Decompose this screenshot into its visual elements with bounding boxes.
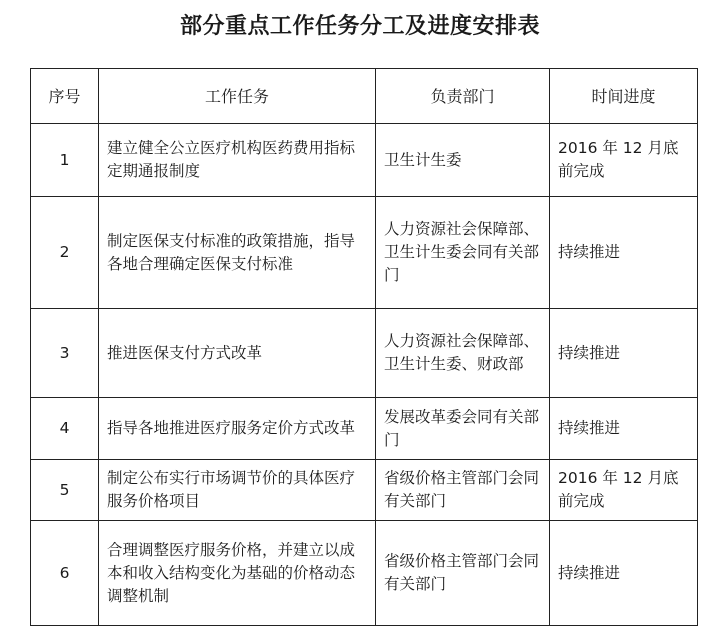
row-schedule: 持续推进 [550, 521, 698, 626]
row-department: 省级价格主管部门会同有关部门 [376, 521, 550, 626]
row-department: 发展改革委会同有关部门 [376, 398, 550, 460]
page-title: 部分重点工作任务分工及进度安排表 [179, 13, 540, 39]
task-table [30, 68, 698, 626]
row-index: 3 [31, 309, 99, 398]
row-index: 2 [31, 197, 99, 309]
row-task: 制定公布实行市场调节价的具体医疗服务价格项目 [99, 460, 376, 521]
row-schedule: 2016 年 12 月底前完成 [550, 460, 698, 521]
header-task: 工作任务 [99, 69, 376, 124]
row-schedule: 持续推进 [550, 197, 698, 309]
table-row [31, 124, 698, 197]
table-row [31, 309, 698, 398]
table-row [31, 460, 698, 521]
table-row [31, 197, 698, 309]
row-task: 制定医保支付标准的政策措施，指导各地合理确定医保支付标准 [99, 197, 376, 309]
header-index: 序号 [31, 69, 99, 124]
row-department: 人力资源社会保障部、卫生计生委、财政部 [376, 309, 550, 398]
row-index: 4 [31, 398, 99, 460]
row-index: 6 [31, 521, 99, 626]
row-department: 省级价格主管部门会同有关部门 [376, 460, 550, 521]
row-task: 指导各地推进医疗服务定价方式改革 [99, 398, 376, 460]
row-task: 建立健全公立医疗机构医药费用指标定期通报制度 [99, 124, 376, 197]
row-department: 卫生计生委 [376, 124, 550, 197]
header-department: 负责部门 [376, 69, 550, 124]
row-index: 5 [31, 460, 99, 521]
header-schedule: 时间进度 [550, 69, 698, 124]
row-task: 推进医保支付方式改革 [99, 309, 376, 398]
row-schedule: 2016 年 12 月底前完成 [550, 124, 698, 197]
table-header-row [31, 69, 698, 124]
table-row [31, 398, 698, 460]
row-schedule: 持续推进 [550, 309, 698, 398]
row-schedule: 持续推进 [550, 398, 698, 460]
table-row [31, 521, 698, 626]
row-task: 合理调整医疗服务价格，并建立以成本和收入结构变化为基础的价格动态调整机制 [99, 521, 376, 626]
row-department: 人力资源社会保障部、卫生计生委会同有关部门 [376, 197, 550, 309]
row-index: 1 [31, 124, 99, 197]
